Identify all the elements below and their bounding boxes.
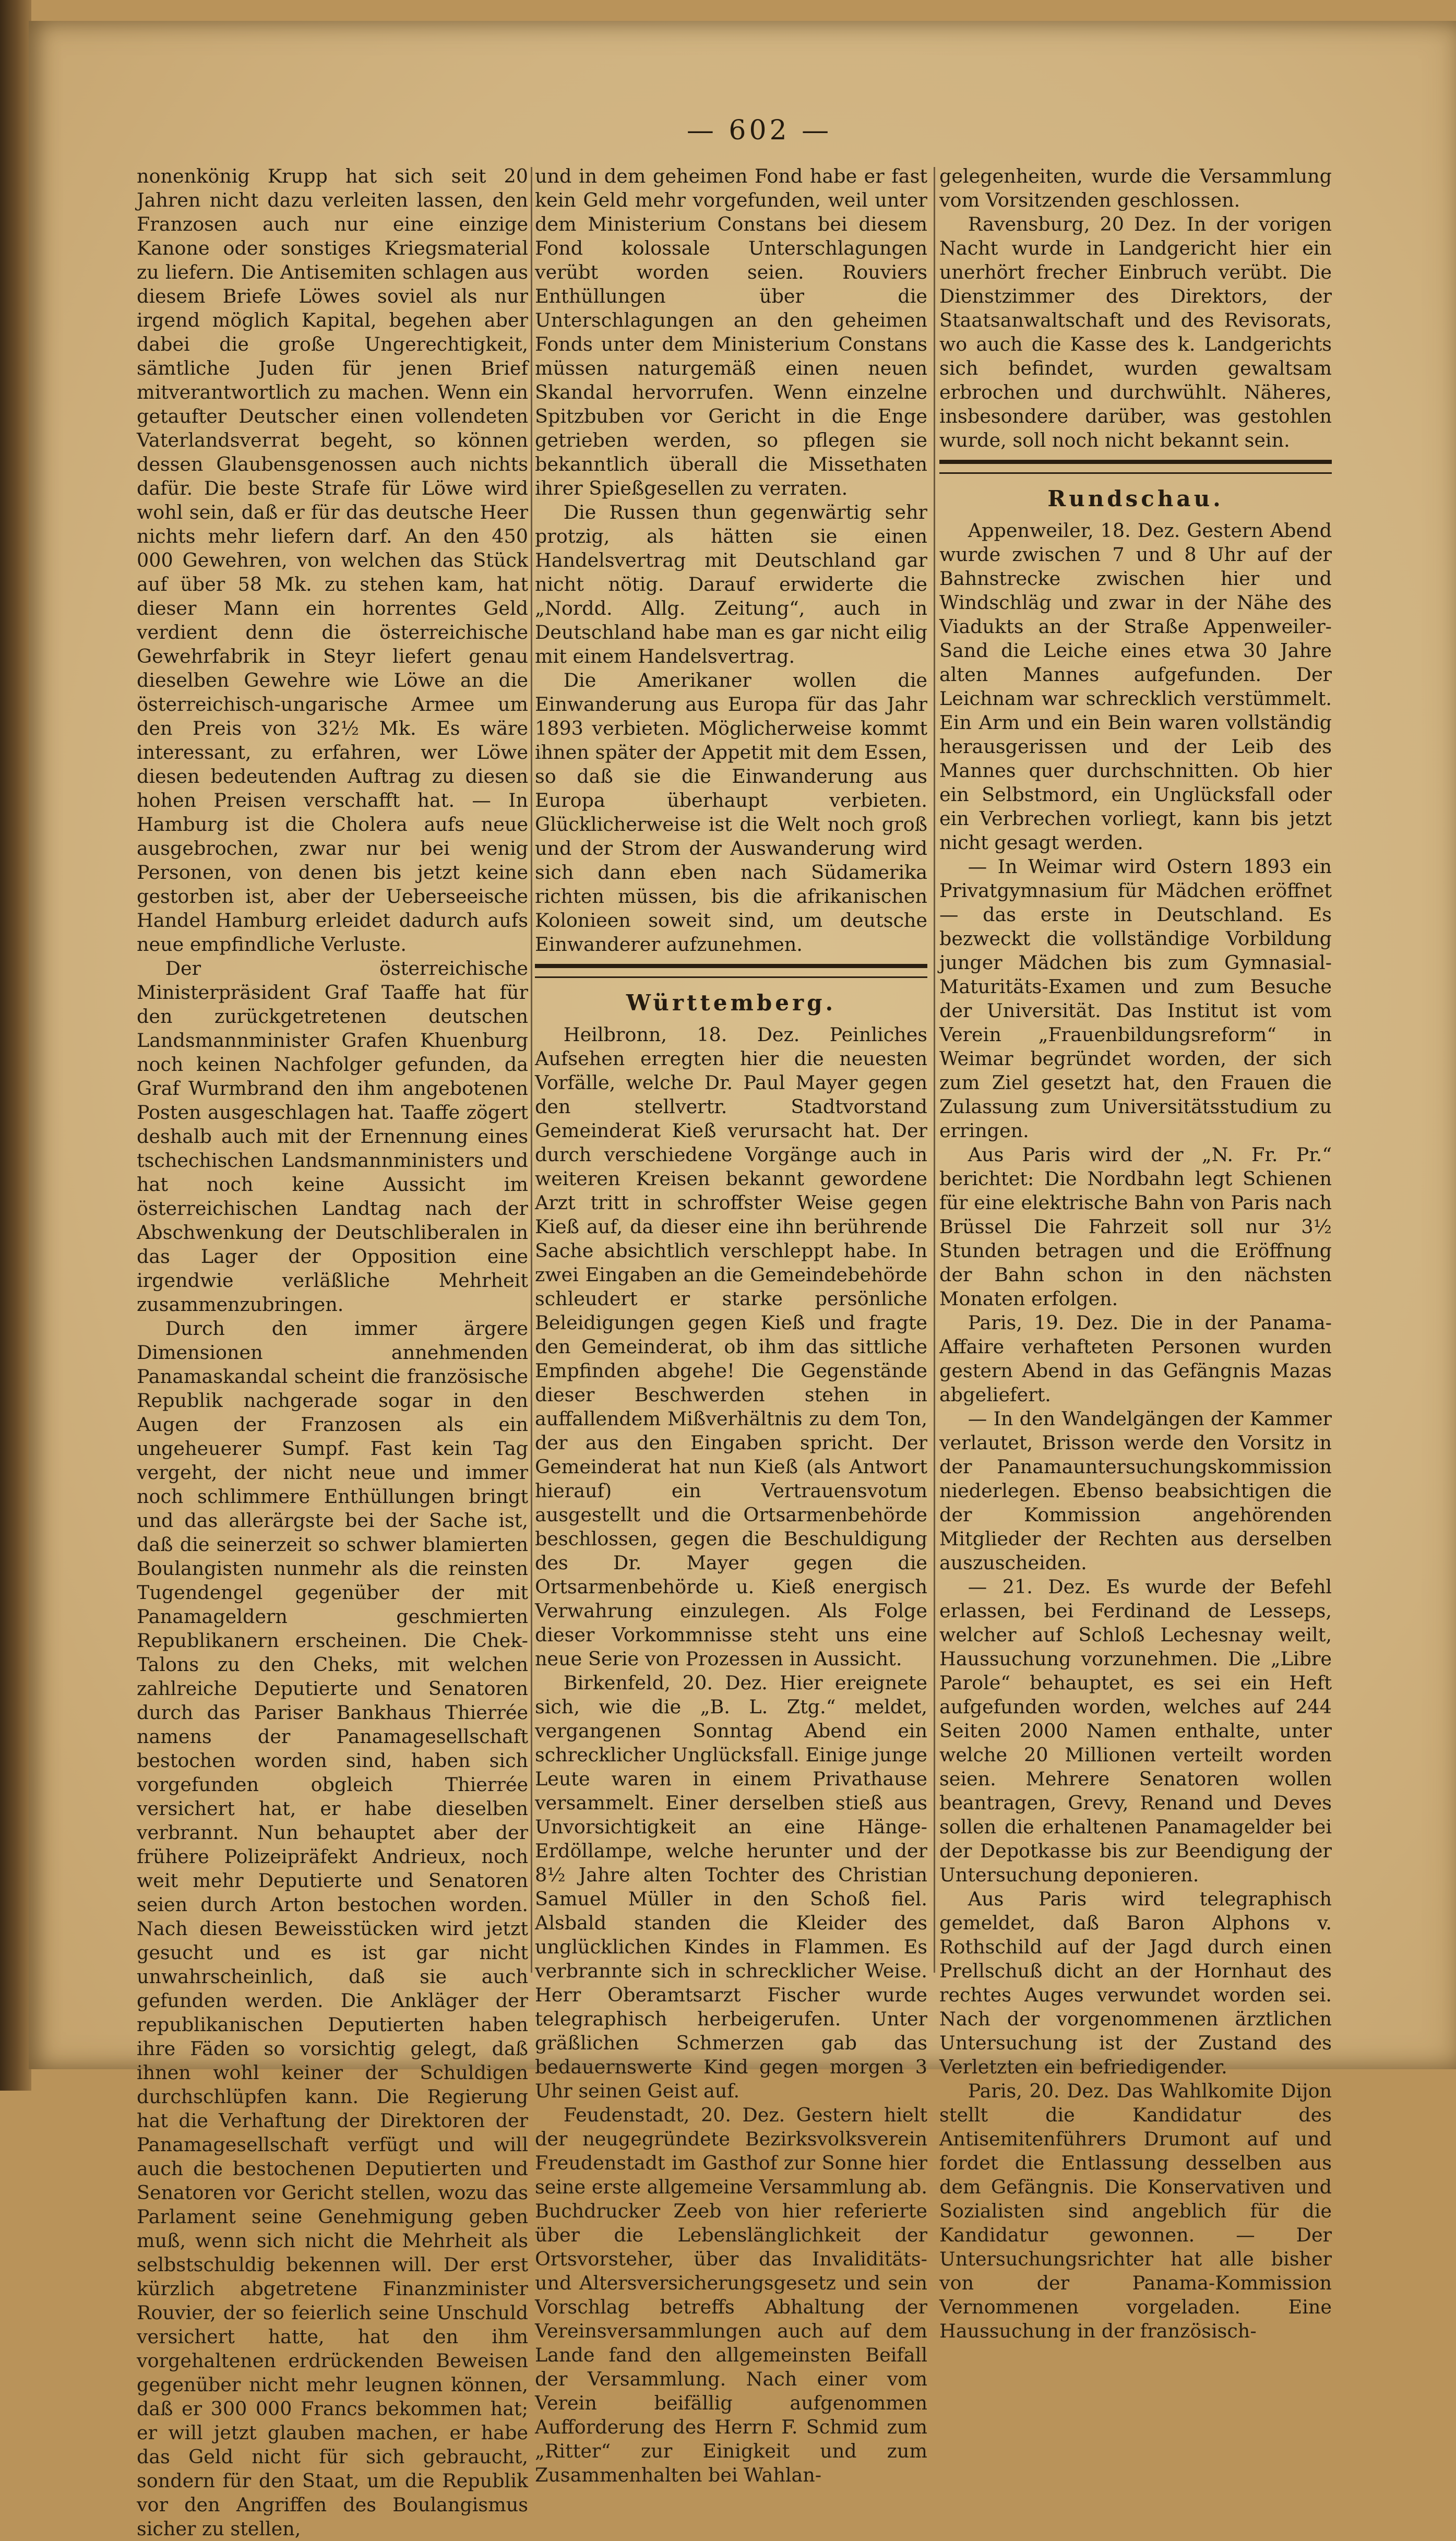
book-binding-shadow [0, 0, 31, 2091]
page-number: — 602 — [686, 115, 832, 146]
section-heading-wuerttemberg: Württemberg. [626, 990, 837, 1016]
column-divider-2 [934, 167, 935, 1973]
article-paragraph: Paris, 19. Dez. Die in der Panama-Affaire verhafteten Personen wurden gestern Abend in das Gefängnis Mazas abgeliefert. [939, 1311, 1332, 1406]
column-2 [535, 164, 927, 2486]
article-paragraph: Feudenstadt, 20. Dez. Gestern hielt der neugegründete Bezirksvolksverein Freudenstadt im Gasthof zur Sonne hier seine erste allgemeine Versammlung ab. Buchdrucker Zeeb von hier referierte über die Lebenslänglichkeit der Ortsvorsteher, über das Invaliditäts- und Altersversicherungsgesetz und sein Vorschlag betreffs Abhaltung der Vereinsversammlungen auch auf dem Lande fand den allgemeinsten Beifall der Versammlung. Nach einer vom Verein beifällig aufgenommen Aufforderung des Herrn F. Schmid zum „Ritter“ zur Einigkeit und zum Zusammenhalten bei Wahlan- [535, 2104, 927, 2486]
section-rule [535, 964, 927, 978]
article-paragraph: — In Weimar wird Ostern 1893 ein Privatgymnasium für Mädchen eröffnet — das erste in Deutschland. Es bezweckt die vollständige Vorbildung junger Mädchen bis zum Gymnasial-Maturitäts-Examen und zum Besuche der Universität. Das Institut ist vom Verein „Frauenbildungsreform“ in Weimar begründet worden, der sich zum Ziel gesetzt hat, den Frauen die Zulassung zum Universitätsstudium zu erringen. [939, 855, 1332, 1142]
article-paragraph: Die Amerikaner wollen die Einwanderung aus Europa für das Jahr 1893 verbieten. Möglicherweise kommt ihnen später der Appetit mit dem Essen, so daß sie die Einwanderung aus Europa überhaupt verbieten. Glücklicherweise ist die Welt noch groß und der Strom der Auswanderung wird sich dann eben nach Südamerika richten müssen, bis die afrikanischen Kolonieen soweit sind, um deutsche Einwanderer aufzunehmen. [535, 669, 927, 956]
article-paragraph: nonenkönig Krupp hat sich seit 20 Jahren nicht dazu verleiten lassen, den Franzosen auch nur eine einzige Kanone oder sonstiges Kriegsmaterial zu liefern. Die Antisemiten schlagen aus diesem Briefe Löwes soviel als nur irgend möglich Kapital, begehen aber dabei die große Ungerechtigkeit, sämtliche Juden für jenen Brief mitverantwortlich zu machen. Wenn ein getaufter Deutscher einen vollendeten Vaterlandsverrat begeht, so können dessen Glaubensgenossen auch nichts dafür. Die beste Strafe für Löwe wird wohl sein, daß er für das deutsche Heer nichts mehr liefern darf. An den 450 000 Gewehren, von welchen das Stück auf über 58 Mk. zu stehen kam, hat dieser Mann ein horrentes Geld verdient denn die österreichische Gewehrfabrik in Steyr liefert genau dieselben Gewehre wie Löwe an die österreichisch-ungarische Armee um den Preis von 32½ Mk. Es wäre interessant, zu erfahren, wer Löwe diesen bedeutenden Auftrag zu diesen hohen Preisen verschafft hat. — In Hamburg ist die Cholera aufs neue ausgebrochen, zwar nur bei wenig Personen, von denen bis jetzt keine gestorben ist, aber der Ueberseeische Handel Hamburg erleidet dadurch aufs neue empfindliche Verluste. [137, 165, 528, 956]
column-divider-1 [531, 167, 532, 1973]
column-1 [137, 164, 528, 2540]
section-rule [939, 460, 1332, 474]
article-paragraph: Aus Paris wird der „N. Fr. Pr.“ berichtet: Die Nordbahn legt Schienen für eine elektrische Bahn von Paris nach Brüssel Die Fahrzeit soll nur 3½ Stunden betragen und die Eröffnung der Bahn schon in den nächsten Monaten erfolgen. [939, 1143, 1332, 1310]
article-paragraph: Birkenfeld, 20. Dez. Hier ereignete sich, wie die „B. L. Ztg.“ meldet, vergangenen Sonntag Abend ein schrecklicher Unglücksfall. Einige junge Leute waren in einem Privathause versammelt. Einer derselben stieß aus Unvorsichtigkeit an eine Hänge-Erdöllampe, welche herunter und der 8½ Jahre alten Tochter des Christian Samuel Müller in den Schoß fiel. Alsbald standen die Kleider des unglücklichen Kindes in Flammen. Es verbrannte sich in schrecklicher Weise. Herr Oberamtsarzt Fischer wurde telegraphisch herbeigerufen. Unter gräßlichen Schmerzen gab das bedauernswerte Kind gegen morgen 3 Uhr seinen Geist auf. [535, 1672, 927, 2102]
article-paragraph: — 21. Dez. Es wurde der Befehl erlassen, bei Ferdinand de Lesseps, welcher auf Schloß Lechesnay weilt, Haussuchung vorzunehmen. Die „Libre Parole“ behauptet, es sei ein Heft aufgefunden worden, welches auf 244 Seiten 2000 Namen enthalte, unter welche 20 Millionen verteilt worden seien. Mehrere Senatoren wollen beantragen, Grevy, Renand und Deves sollen die erhaltenen Panamagelder bei der Depotkasse bis zur Beendigung der Untersuchung deponieren. [939, 1576, 1332, 1886]
article-paragraph: gelegenheiten, wurde die Versammlung vom Vorsitzenden geschlossen. [939, 165, 1332, 211]
section-heading-rundschau: Rundschau. [1047, 486, 1224, 511]
article-paragraph: Ravensburg, 20 Dez. In der vorigen Nacht wurde in Landgericht hier ein unerhört frecher Einbruch verübt. Die Dienstzimmer des Direktors, der Staatsanwaltschaft und des Revisorats, wo auch die Kasse des k. Landgerichts sich befindet, wurden gewaltsam erbrochen und durchwühlt. Näheres, insbesondere darüber, was gestohlen wurde, soll noch nicht bekannt sein. [939, 213, 1332, 451]
article-paragraph: Heilbronn, 18. Dez. Peinliches Aufsehen erregten hier die neuesten Vorfälle, welche Dr. Paul Mayer gegen den stellvertr. Stadtvorstand Gemeinderat Kieß verursacht hat. Der durch verschiedene Vorgänge auch in weiteren Kreisen bekannt gewordene Arzt tritt in schroffster Weise gegen Kieß auf, da dieser eine ihn berührende Sache absichtlich verschleppt habe. In zwei Eingaben an die Gemeindebehörde schleudert er starke persönliche Beleidigungen gegen Kieß und fragte den Gemeinderat, ob ihm das sittliche Empfinden abgehe! Die Gegenstände dieser Beschwerden stehen in auffallendem Mißverhältnis zu dem Ton, der aus den Eingaben spricht. Der Gemeinderat hat nun Kieß (als Antwort hierauf) ein Vertrauensvotum ausgestellt und die Ortsarmenbehörde beschlossen, gegen die Beschuldigung des Dr. Mayer gegen die Ortsarmenbehörde u. Kieß energisch Verwahrung einzulegen. Als Folge dieser Vorkommnisse steht uns eine neue Serie von Prozessen in Aussicht. [535, 1023, 927, 1670]
article-paragraph: und in dem geheimen Fond habe er fast kein Geld mehr vorgefunden, weil unter dem Ministerium Constans bei diesem Fond kolossale Unterschlagungen verübt worden seien. Rouviers Enthüllungen über die Unterschlagungen an den geheimen Fonds unter dem Ministerium Constans müssen naturgemäß einen neuen Skandal hervorrufen. Wenn einzelne Spitzbuben vor Gericht in die Enge getrieben werden, so pflegen sie bekanntlich überall die Missethaten ihrer Spießgesellen zu verraten. [535, 165, 927, 499]
article-paragraph: Der österreichische Ministerpräsident Graf Taaffe hat für den zurückgetretenen deutschen Landsmannminister Grafen Khuenburg noch keinen Nachfolger gefunden, da Graf Wurmbrand den ihm angebotenen Posten ausgeschlagen hat. Taaffe zögert deshalb auch mit der Ernennung eines tschechischen Landsmannministers und hat noch keine Aussicht im österreichischen Landtag nach der Abschwenkung der Deutschliberalen in das Lager der Opposition eine irgendwie verläßliche Mehrheit zusammenzubringen. [137, 957, 528, 1316]
article-paragraph: Die Russen thun gegenwärtig sehr protzig, als hätten sie einen Handelsvertrag mit Deutschland gar nicht nötig. Darauf erwiderte die „Nordd. Allg. Zeitung“, auch in Deutschland habe man es gar nicht eilig mit einem Handelsvertrag. [535, 501, 927, 667]
column-3 [939, 164, 1332, 2342]
article-paragraph: — In den Wandelgängen der Kammer verlautet, Brisson werde den Vorsitz in der Panamauntersuchungskommission niederlegen. Ebenso beabsichtigen die der Kommission angehörenden Mitglieder der Rechten aus derselben auszuscheiden. [939, 1407, 1332, 1574]
article-paragraph: Appenweiler, 18. Dez. Gestern Abend wurde zwischen 7 und 8 Uhr auf der Bahnstrecke zwischen hier und Windschläg und zwar in der Nähe des Viadukts an der Straße Appenweiler-Sand die Leiche eines etwa 30 Jahre alten Mannes aufgefunden. Der Leichnam war schrecklich verstümmelt. Ein Arm und ein Bein waren vollständig herausgerissen und der Leib des Mannes quer durchschnitten. Ob hier ein Selbstmord, ein Unglücksfall oder ein Verbrechen vorliegt, kann bis jetzt nicht gesagt werden. [939, 519, 1332, 854]
article-paragraph: Aus Paris wird telegraphisch gemeldet, daß Baron Alphons v. Rothschild auf der Jagd durch einen Prellschuß dicht an der Hornhaut des rechtes Auges verwundet worden sei. Nach der vorgenommenen ärztlichen Untersuchung ist der Zustand des Verletzten ein befriedigender. [939, 1888, 1332, 2078]
article-paragraph: Durch den immer ärgere Dimensionen annehmenden Panamaskandal scheint die französische Republik nachgerade sogar in den Augen der Franzosen als ein ungeheuerer Sumpf. Fast kein Tag vergeht, der nicht neue und immer noch schlimmere Enthüllungen bringt und das allerärgste bei der Sache ist, daß die seinerzeit so schwer blamierten Boulangisten nunmehr als die reinsten Tugendengel gegenüber der mit Panamageldern geschmierten Republikanern erscheinen. Die Chek-Talons zu den Cheks, mit welchen zahlreiche Deputierte und Senatoren durch das Pariser Bankhaus Thierrée namens der Panamagesellschaft bestochen worden sind, haben sich vorgefunden obgleich Thierrée versichert hat, er habe dieselben verbrannt. Nun behauptet aber der frühere Polizeipräfekt Andrieux, noch weit mehr Deputierte und Senatoren seien durch Arton bestochen worden. Nach diesen Beweisstücken wird jetzt gesucht und es ist gar nicht unwahrscheinlich, daß sie auch gefunden werden. Die Ankläger der republikanischen Deputierten haben ihre Fäden so vorsichtig gelegt, daß ihnen wohl keiner der Schuldigen durchschlüpfen kann. Die Regierung hat die Verhaftung der Direktoren der Panamagesellschaft verfügt und will auch die bestochenen Deputierten und Senatoren vor Gericht stellen, wozu das Parlament seine Genehmigung geben muß, wenn sich nicht die Mehrheit als selbstschuldig bekennen will. Der erst kürzlich abgetretene Finanzminister Rouvier, der so feierlich seine Unschuld versichert hatte, hat den ihm vorgehaltenen erdrückenden Beweisen gegenüber nicht mehr leugnen können, daß er 300 000 Francs bekommen hat; er will jetzt glauben machen, er habe das Geld nicht für sich gebraucht, sondern für den Staat, um die Republik vor den Angriffen des Boulangismus sicher zu stellen, [137, 1317, 528, 2540]
article-paragraph: Paris, 20. Dez. Das Wahlkomite Dijon stellt die Kandidatur des Antisemitenführers Drumont auf und fordet die Entlassung desselben aus dem Gefängnis. Die Konservativen und Sozialisten sind angeblich für die Kandidatur gewonnen. — Der Untersuchungsrichter hat alle bisher von der Panama-Kommission Vernommenen vorgeladen. Eine Haussuchung in der französisch- [939, 2080, 1332, 2342]
